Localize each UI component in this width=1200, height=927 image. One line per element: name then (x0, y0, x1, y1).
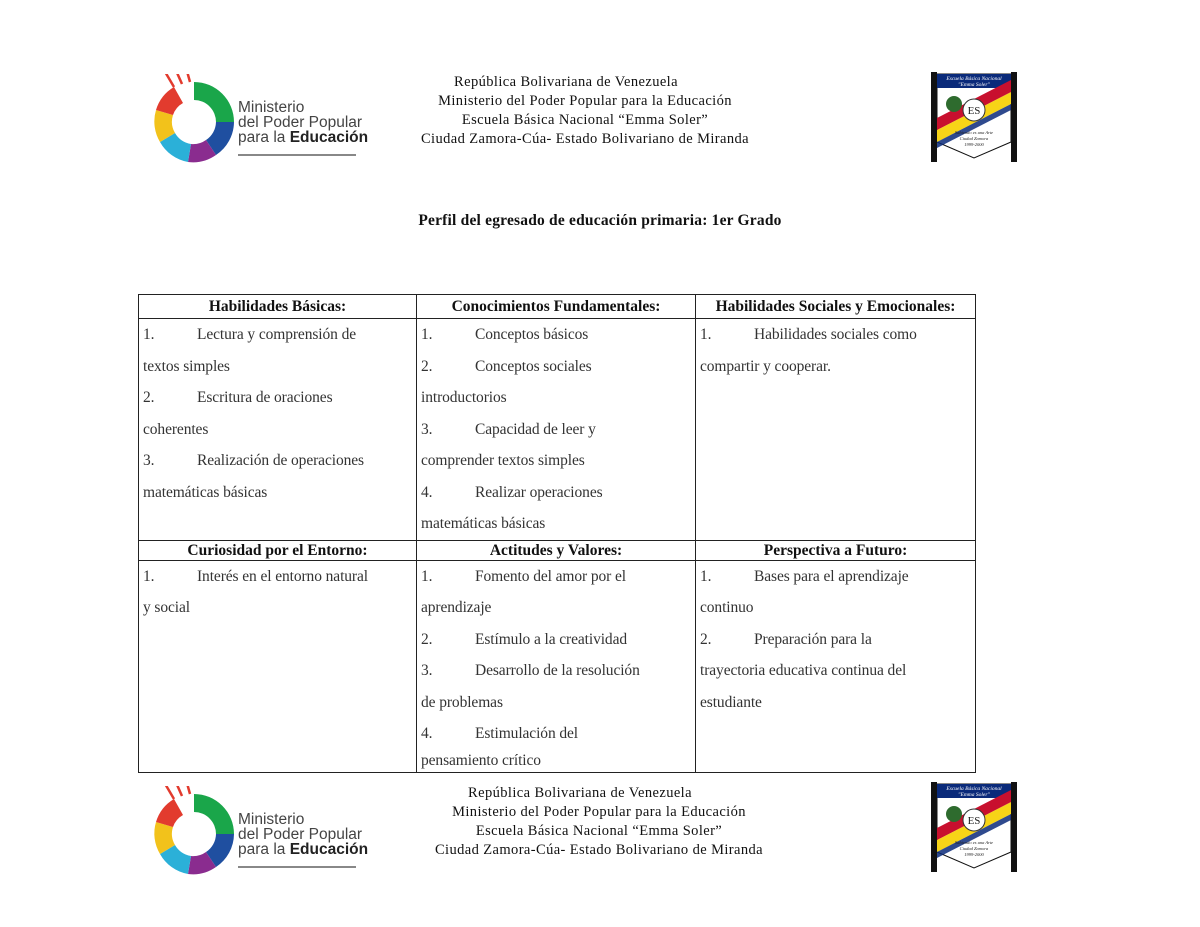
header-line-republica: República Bolivariana de Venezuela (468, 785, 692, 801)
header-line-ministerio: Ministerio del Poder Popular para la Educación (438, 93, 732, 109)
item-number: 1. (421, 326, 433, 343)
list-item (421, 655, 691, 687)
list-item (700, 319, 971, 351)
list-item-cont: comprender textos simples (421, 452, 585, 469)
cell-conocimientos (417, 319, 696, 541)
logo-line-3-bold: Educación (289, 841, 369, 858)
item-text: Estimulación del (475, 725, 579, 742)
logo-underline (238, 154, 356, 156)
item-number: 1. (421, 567, 433, 585)
list-item-cont: introductorios (421, 389, 507, 406)
list-item (700, 624, 971, 656)
list-item-cont: pensamiento crítico (421, 751, 541, 769)
item-number: 3. (421, 420, 433, 438)
list-item-cont: y social (143, 599, 190, 616)
header-habilidades-sociales: Habilidades Sociales y Emocionales: (696, 295, 976, 319)
shield-motto-1: Sabiendo es una Arte (954, 130, 994, 135)
cell-habilidades-basicas (139, 319, 417, 541)
header-perspectiva: Perspectiva a Futuro: (696, 540, 976, 560)
list-habilidades-basicas (143, 319, 412, 508)
list-item-cont: textos simples (143, 357, 230, 375)
item-text: Preparación para la (754, 630, 872, 648)
table-body-row-1 (139, 319, 976, 541)
header-line-ministerio: Ministerio del Poder Popular para la Educación (452, 804, 746, 820)
shield-motto-2: Ciudad Zamora (959, 846, 989, 851)
cell-habilidades-sociales (696, 319, 976, 541)
list-item-cont: aprendizaje (421, 599, 492, 616)
item-text: Conceptos básicos (475, 326, 589, 343)
list-perspectiva (700, 561, 971, 719)
logo-line-3-bold: Educación (289, 129, 369, 146)
shield-title-2: "Emma Soler" (958, 792, 990, 798)
header-line-ciudad: Ciudad Zamora-Cúa- Estado Bolivariano de Miranda (434, 842, 764, 858)
school-shield-icon (930, 70, 1018, 162)
school-shield-bottom (930, 780, 1018, 872)
header-actitudes: Actitudes y Valores: (417, 540, 696, 560)
list-item (143, 319, 412, 351)
item-number: 2. (143, 389, 155, 406)
list-item-cont: coherentes (143, 420, 209, 438)
list-item-cont: matemáticas básicas (143, 483, 268, 501)
list-conocimientos (421, 319, 691, 540)
list-item (421, 624, 691, 656)
ministerio-ring-icon (150, 74, 240, 164)
table-body-row-2 (139, 560, 976, 772)
shield-title-1: Escuela Básica Nacional (946, 786, 1002, 792)
list-item-cont: continuo (700, 599, 754, 616)
document-title: Perfil del egresado de educación primaria: 1er Grado (418, 212, 782, 229)
school-shield-icon (930, 780, 1018, 872)
item-text: Realización de operaciones (197, 452, 364, 469)
list-item (421, 414, 691, 446)
list-item-cont: matemáticas básicas (421, 515, 546, 532)
perfil-table (138, 294, 976, 773)
list-item (421, 561, 691, 593)
shield-title-1: Escuela Básica Nacional (946, 76, 1002, 82)
shield-year: 1999-2000 (964, 852, 984, 857)
shield-initials: ES (967, 815, 981, 827)
shield-title-2: "Emma Soler" (958, 82, 990, 88)
item-number: 4. (421, 483, 433, 501)
table-header-row-1 (139, 295, 976, 319)
header-text-bottom (414, 784, 784, 860)
ministerio-logo-bottom (150, 786, 370, 876)
shield-initials: ES (967, 105, 981, 117)
header-habilidades-basicas: Habilidades Básicas: (139, 295, 417, 319)
header-line-republica: República Bolivariana de Venezuela (454, 74, 678, 90)
ministerio-logo-text (238, 100, 368, 145)
ministerio-logo-text (238, 812, 368, 857)
item-number: 1. (143, 567, 155, 585)
list-item (421, 319, 691, 351)
list-item (700, 561, 971, 593)
list-curiosidad (143, 561, 412, 624)
item-text: Bases para el aprendizaje (754, 567, 909, 585)
shield-motto-2: Ciudad Zamora (959, 136, 989, 141)
table-header-row-2 (139, 540, 976, 560)
list-actitudes (421, 561, 691, 772)
item-number: 2. (421, 630, 433, 648)
list-item-cont: trayectoria educativa continua del (700, 662, 907, 679)
list-item (143, 561, 412, 593)
item-text: Habilidades sociales como (754, 326, 917, 343)
item-number: 1. (143, 326, 155, 343)
item-number: 1. (700, 326, 712, 343)
logo-line-3 (238, 130, 368, 145)
cell-perspectiva (696, 560, 976, 772)
school-shield-top (930, 70, 1018, 162)
logo-line-1: Ministerio (238, 811, 305, 828)
header-line-ciudad: Ciudad Zamora-Cúa- Estado Bolivariano de Miranda (420, 131, 750, 147)
logo-line-3-prefix: para la (238, 841, 290, 858)
logo-line-3-prefix: para la (238, 129, 290, 146)
logo-underline (238, 866, 356, 868)
item-text: Capacidad de leer y (475, 420, 596, 438)
header-text-top (400, 73, 770, 149)
item-number: 3. (143, 452, 155, 469)
list-item-cont: de problemas (421, 693, 503, 711)
logo-line-2: del Poder Popular (238, 826, 363, 843)
list-item (143, 382, 412, 414)
cell-curiosidad (139, 560, 417, 772)
list-item-cont: compartir y cooperar. (700, 357, 831, 375)
shield-year: 1999-2000 (964, 142, 984, 147)
list-item (421, 718, 691, 750)
logo-line-2: del Poder Popular (238, 114, 363, 131)
cell-actitudes (417, 560, 696, 772)
item-text: Lectura y comprensión de (197, 326, 356, 343)
header-conocimientos: Conocimientos Fundamentales: (417, 295, 696, 319)
item-number: 3. (421, 662, 433, 679)
ministerio-logo (150, 74, 370, 164)
logo-line-3 (238, 842, 368, 857)
item-text: Escritura de oraciones (197, 389, 333, 406)
logo-line-1: Ministerio (238, 99, 305, 116)
item-text: Desarrollo de la resolución (475, 662, 640, 679)
ministerio-ring-icon (150, 786, 240, 876)
list-habilidades-sociales (700, 319, 971, 382)
item-number: 4. (421, 725, 433, 742)
header-curiosidad: Curiosidad por el Entorno: (139, 540, 417, 560)
item-text: Fomento del amor por el (475, 567, 626, 585)
shield-motto-1: Sabiendo es una Arte (954, 840, 994, 845)
item-number: 2. (421, 357, 433, 375)
header-line-escuela: Escuela Básica Nacional “Emma Soler” (475, 823, 723, 839)
item-text: Estímulo a la creatividad (475, 630, 628, 648)
list-item (421, 351, 691, 383)
item-number: 2. (700, 630, 712, 648)
list-item (143, 445, 412, 477)
list-item (421, 477, 691, 509)
header-line-escuela: Escuela Básica Nacional “Emma Soler” (461, 112, 709, 128)
list-item-cont: estudiante (700, 693, 762, 711)
item-text: Interés en el entorno natural (197, 567, 368, 585)
item-text: Realizar operaciones (475, 483, 603, 501)
item-number: 1. (700, 567, 712, 585)
item-text: Conceptos sociales (475, 357, 592, 375)
